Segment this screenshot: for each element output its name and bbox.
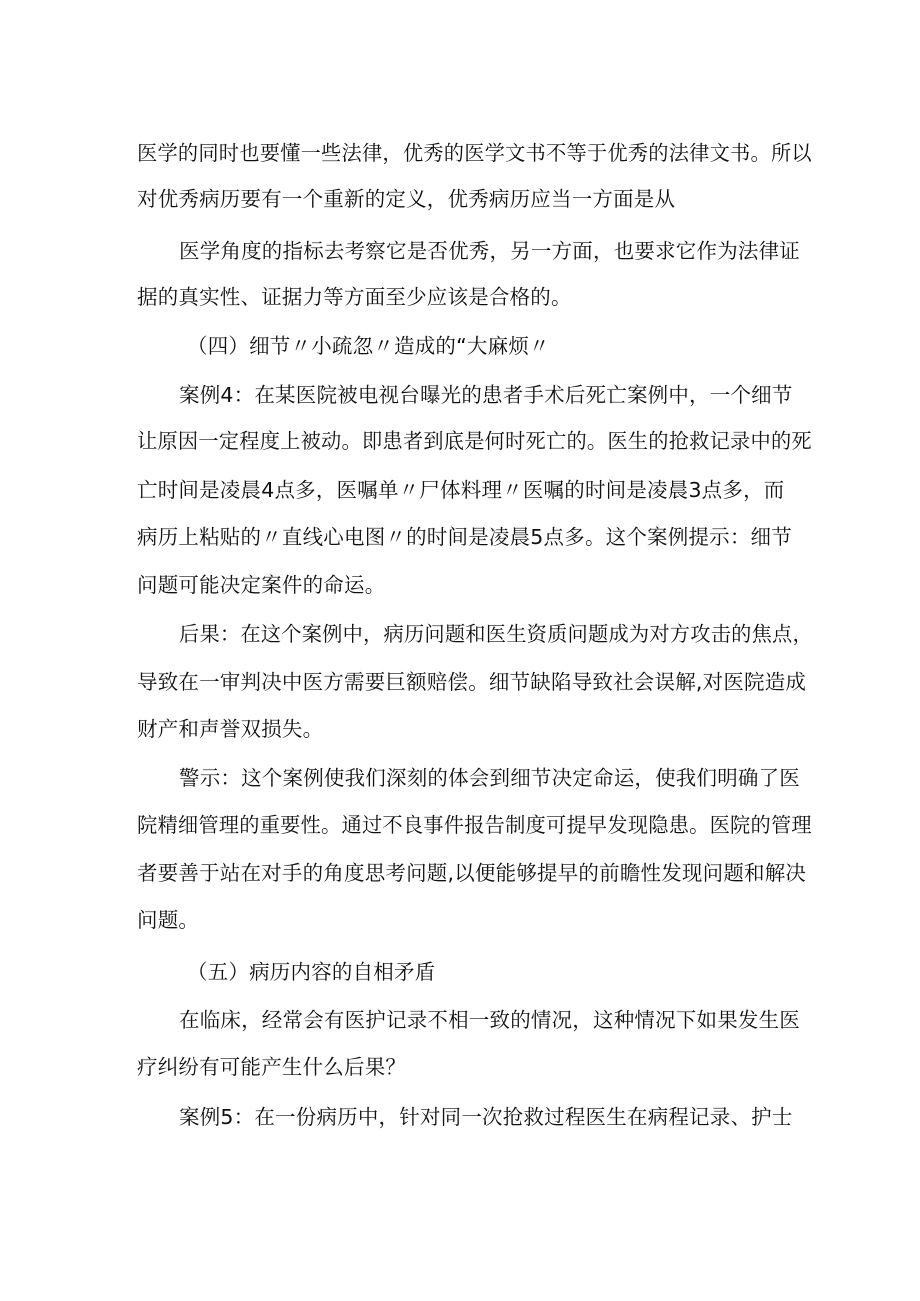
text-line: 医学角度的指标去考察它是否优秀，另一方面，也要求它作为法律证	[179, 239, 800, 263]
text-line: 案例5：在一份病历中，针对同一次抢救过程医生在病程记录、护士	[179, 1105, 793, 1129]
text-line: 导致在一审判决中医方需要巨额赔偿。细节缺陷导致社会误解,对医院造成	[137, 670, 807, 694]
text-line: 后果：在这个案例中，病历问题和医生资质问题成为对方攻击的焦点，	[179, 622, 813, 646]
text-line: 院精细管理的重要性。通过不良事件报告制度可提早发现隐患。医院的管理	[137, 813, 812, 837]
text-line: 疗纠纷有可能产生什么后果？	[137, 1055, 407, 1079]
text-line: 医学的同时也要懂一些法律，优秀的医学文书不等于优秀的法律文书。所以	[137, 141, 812, 165]
text-line: 据的真实性、证据力等方面至少应该是合格的。	[137, 285, 572, 309]
text-line: 亡时间是凌晨4点多，医嘱单〃尸体料理〃医嘱的时间是凌晨3点多，而	[137, 478, 785, 502]
section-heading: （五）病历内容的自相矛盾	[187, 960, 436, 984]
section-heading: （四）细节〃小疏忽〃造成的“大麻烦〃	[187, 334, 550, 358]
text-line: 案例4：在某医院被电视台曝光的患者手术后死亡案例中，一个细节	[179, 383, 793, 407]
text-line: 让原因一定程度上被动。即患者到底是何时死亡的。医生的抢救记录中的死	[137, 429, 812, 453]
text-line: 病历上粘贴的〃直线心电图〃的时间是凌晨5点多。这个案例提示：细节	[137, 525, 792, 549]
text-line: 问题。	[137, 908, 200, 932]
text-line: 问题可能决定案件的命运。	[137, 573, 386, 597]
text-line: 财产和声誉双损失。	[137, 717, 324, 741]
text-line: 警示：这个案例使我们深刻的体会到细节决定命运，使我们明确了医	[179, 766, 800, 790]
text-line: 对优秀病历要有一个重新的定义，优秀病历应当一方面是从	[137, 187, 676, 211]
text-line: 者要善于站在对手的角度思考问题,以便能够提早的前瞻性发现问题和解决	[137, 861, 807, 885]
text-line: 在临床，经常会有医护记录不相一致的情况，这种情况下如果发生医	[179, 1008, 800, 1032]
